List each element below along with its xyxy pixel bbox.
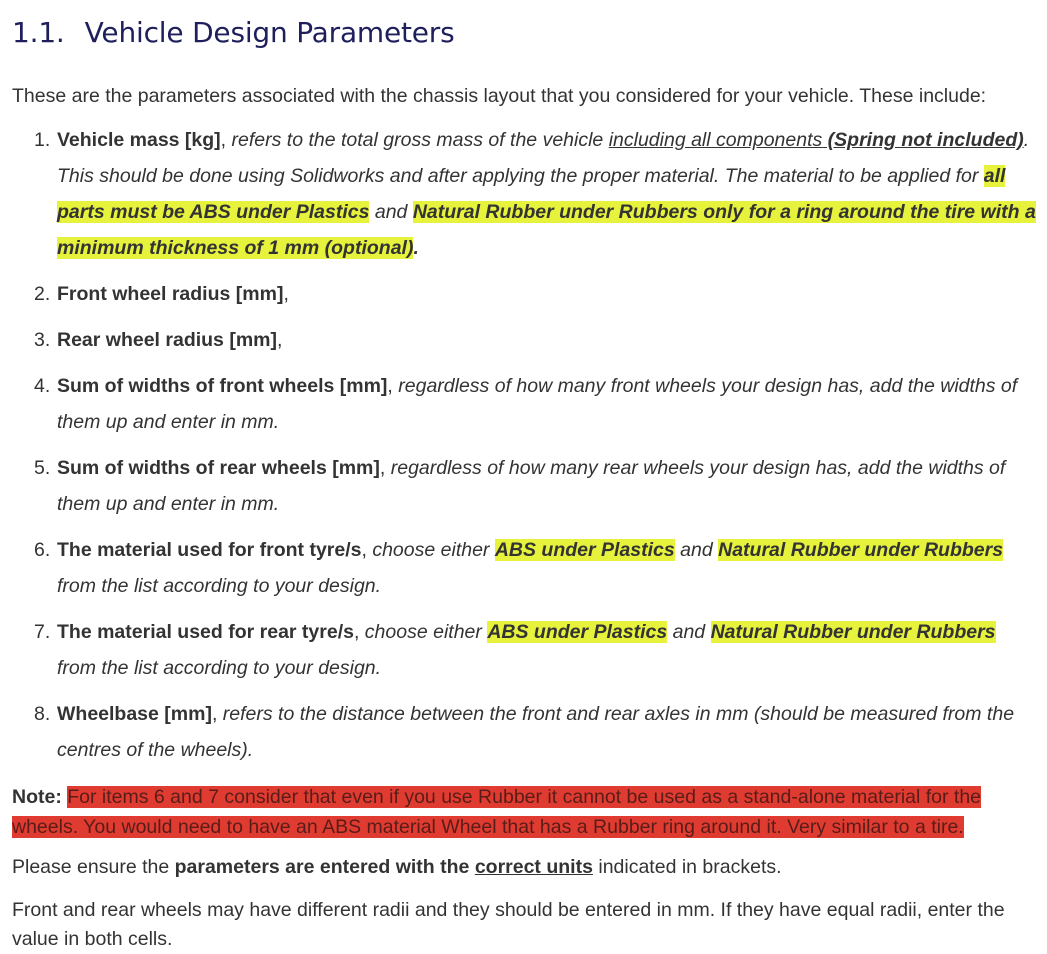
list-marker: 7. [34,621,51,643]
highlight-abs: all parts must be ABS under Plastics [57,165,1006,223]
list-item [12,122,1037,266]
param-description: choose either [366,539,495,561]
underlined-bold-phrase: (Spring not included) [822,129,1024,151]
param-label: The material used for rear tyre/s [57,621,354,643]
intro-paragraph: These are the parameters associated with the chassis layout that you considered for your vehicle. These include: [12,85,987,107]
list-marker: 6. [34,539,51,561]
param-description: and [369,201,413,223]
units-text: Please ensure the [12,856,175,878]
param-separator: , [387,375,393,397]
param-label: Sum of widths of front wheels [mm] [57,375,388,397]
list-marker: 1. [34,129,51,151]
param-description: and [667,621,711,643]
list-item [12,322,1037,358]
param-description: . This should be done using Solidworks and after applying the proper material. The material to be applied for [57,129,1030,187]
param-description: refers to the distance between the front and rear axles in mm (should be measured from the centres of the wheels). [57,703,1015,761]
param-label: Vehicle mass [kg] [57,129,221,151]
list-item [12,368,1037,440]
param-label: Front wheel radius [mm] [57,283,284,305]
underlined-phrase: including all components [608,129,823,151]
units-text: indicated in brackets. [592,856,782,878]
parameter-list [12,122,1037,778]
note-label: Note: [12,786,62,808]
param-separator: , [361,539,367,561]
param-separator: , [379,457,386,479]
list-marker: 2. [34,283,51,305]
param-label: Rear wheel radius [mm] [57,329,277,351]
param-label: Sum of widths of rear wheels [mm] [57,457,380,479]
list-marker: 4. [34,375,51,397]
list-marker: 3. [34,329,51,351]
param-separator: , [283,283,289,305]
highlight-rubber: Natural Rubber under Rubbers only for a ring around the tire with a minimum thickness of 1 mm (optional) [57,201,1036,259]
param-description: . [413,237,419,259]
list-item [12,276,1037,312]
units-bold: parameters are entered with the [174,856,475,878]
list-item [12,696,1037,768]
highlight-abs: ABS under Plastics [494,539,675,561]
list-item [12,614,1037,686]
highlight-rubber: Natural Rubber under Rubbers [718,539,1004,561]
list-marker: 8. [34,703,51,725]
note-paragraph [12,782,1037,842]
param-description: from the list according to your design. [57,575,382,597]
highlight-rubber: Natural Rubber under Rubbers [710,621,996,643]
list-item [12,450,1037,522]
param-label: The material used for front tyre/s [57,539,362,561]
param-description: from the list according to your design. [57,657,382,679]
radii-paragraph: Front and rear wheels may have different radii and they should be entered in mm. If they have equal radii, enter the value in both cells. [12,899,1005,950]
param-separator: , [220,129,227,151]
param-description: and [674,539,719,561]
list-item [12,532,1037,604]
param-description: regardless of how many rear wheels your design has, add the widths of them up and enter in mm. [57,457,1006,515]
highlight-abs: ABS under Plastics [487,621,668,643]
param-separator: , [276,329,283,351]
param-description: choose either [359,621,488,643]
units-underline: correct units [474,856,593,878]
param-label: Wheelbase [mm] [57,703,212,725]
section-title: Vehicle Design Parameters [84,16,455,49]
units-paragraph [12,854,782,880]
param-description: refers to the total gross mass of the vehicle [226,129,609,151]
param-separator: , [353,621,360,643]
section-number: 1.1. [12,16,65,49]
param-separator: , [211,703,218,725]
section-heading [12,14,455,52]
list-marker: 5. [34,457,51,479]
param-description: regardless of how many front wheels your design has, add the widths of them up and enter in mm. [57,375,1018,433]
note-highlight: For items 6 and 7 consider that even if you use Rubber it cannot be used as a stand-alone material for the wheels. You would need to have an ABS material Wheel that has a Rubber ring around it. Very similar to a tire. [12,786,982,838]
